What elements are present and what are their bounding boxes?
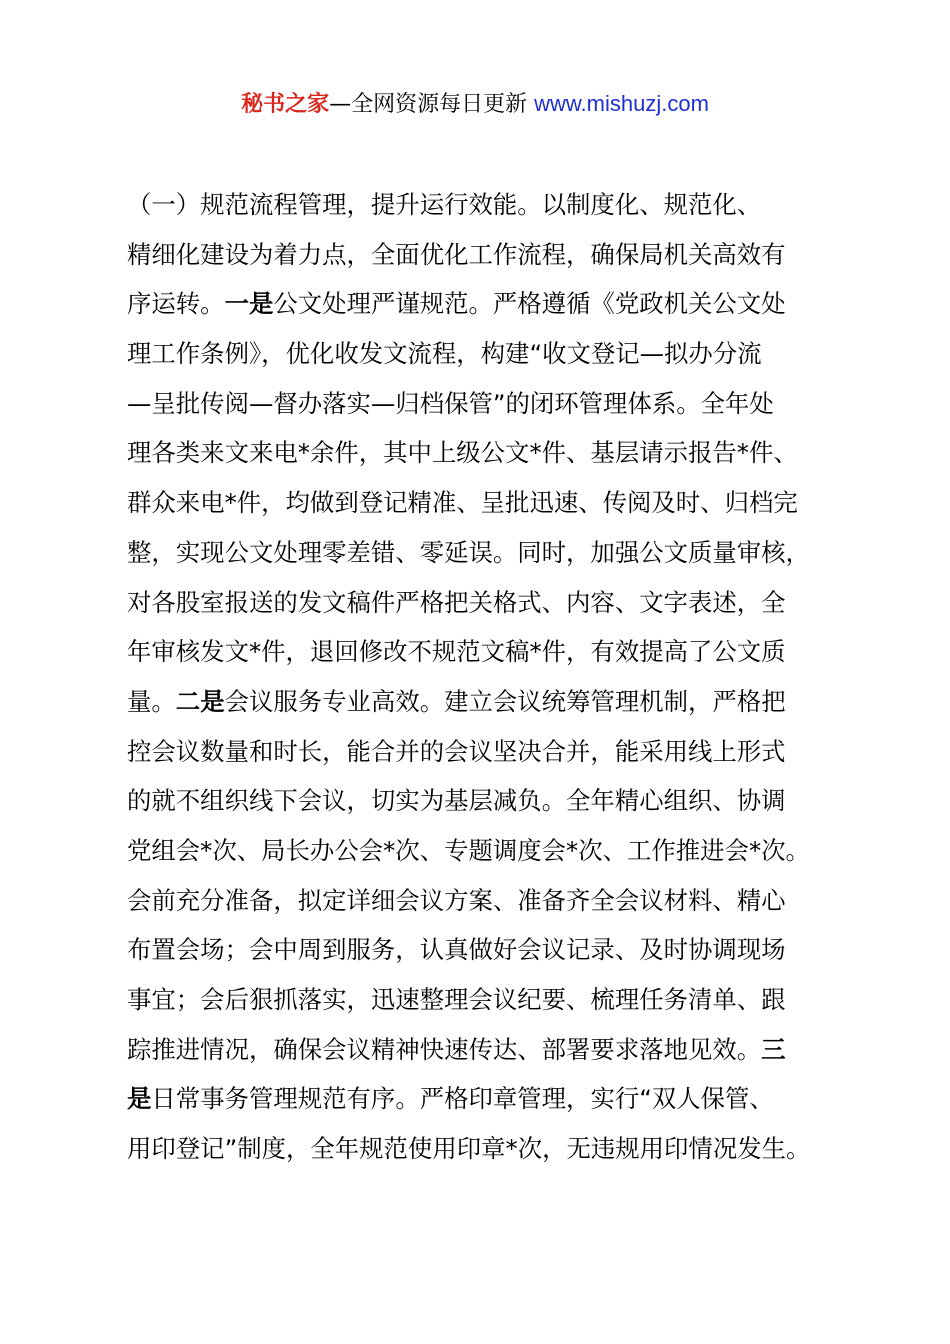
text-run: 序运转。 [127, 289, 225, 319]
emphasis-label: 三 [761, 1034, 786, 1064]
site-url-link[interactable]: www.mishuzj.com [534, 91, 709, 116]
text-run: 日常事务管理规范有序。严格印章管理，实行“双人保管、 [151, 1084, 774, 1114]
text-line [127, 925, 847, 975]
text-run: （一）规范流程管理，提升运行效能。以制度化、规范化、 [127, 190, 762, 219]
text-line [127, 776, 847, 826]
text-run: 群众来电*件，均做到登记精准、呈批迅速、传阅及时、归档完 [127, 488, 798, 518]
site-header [0, 86, 950, 123]
text-line [127, 727, 847, 777]
text-line [127, 1124, 847, 1174]
text-run: 理工作条例》，优化收发文流程，构建“收文登记—拟办分流 [127, 339, 762, 369]
emphasis-label: 是 [127, 1084, 152, 1114]
text-run: 量。 [127, 686, 176, 716]
text-line [127, 528, 847, 578]
text-run: 会前充分准备，拟定详细会议方案、准备齐全会议材料、精心 [127, 885, 786, 915]
text-run: 年审核发文*件，退回修改不规范文稿*件，有效提高了公文质 [127, 637, 786, 667]
emphasis-label: 一是 [224, 289, 274, 319]
text-run: 事宜；会后狠抓落实，迅速整理会议纪要、梳理任务清单、跟 [127, 985, 786, 1014]
text-line [127, 627, 847, 677]
text-run: 会议服务专业高效。建立会议统筹管理机制，严格把 [224, 686, 786, 716]
text-line [127, 975, 847, 1025]
text-line [127, 230, 847, 280]
brand-name: 秘书之家 [241, 92, 330, 117]
text-line [127, 279, 847, 329]
text-line [127, 478, 847, 528]
emphasis-label: 二是 [175, 686, 225, 716]
document-body [127, 180, 847, 1174]
text-run: 整，实现公文处理零差错、零延误。同时，加强公文质量审核， [127, 537, 810, 567]
text-line [127, 180, 847, 230]
text-line [127, 578, 847, 628]
text-line [127, 379, 847, 429]
text-line [127, 826, 847, 876]
text-run: 对各股室报送的发文稿件严格把关格式、内容、文字表述，全 [127, 587, 786, 617]
text-run: 理各类来文来电*余件，其中上级公文*件、基层请示报告*件、 [127, 438, 798, 468]
header-tagline: —全网资源每日更新 [329, 92, 535, 117]
text-run: 踪推进情况，确保会议精神快速传达、部署要求落地见效。 [127, 1034, 762, 1064]
text-run: 的就不组织线下会议，切实为基层减负。全年精心组织、协调 [127, 786, 786, 816]
text-line [127, 1025, 847, 1075]
text-run: 用印登记”制度，全年规范使用印章*次，无违规用印情况发生。 [127, 1134, 811, 1164]
text-line [127, 428, 847, 478]
text-line [127, 329, 847, 379]
text-line [127, 876, 847, 926]
text-run: 公文处理严谨规范。严格遵循《党政机关公文处 [273, 289, 786, 319]
text-run: 党组会*次、局长办公会*次、专题调度会*次、工作推进会*次。 [127, 835, 810, 865]
text-line [127, 677, 847, 727]
text-run: 布置会场；会中周到服务，认真做好会议记录、及时协调现场 [127, 935, 786, 965]
text-run: 控会议数量和时长，能合并的会议坚决合并，能采用线上形式 [127, 736, 786, 766]
text-run: 精细化建设为着力点，全面优化工作流程，确保局机关高效有 [127, 239, 786, 269]
text-run: —呈批传阅—督办落实—归档保管”的闭环管理体系。全年处 [127, 388, 774, 418]
text-line [127, 1074, 847, 1124]
